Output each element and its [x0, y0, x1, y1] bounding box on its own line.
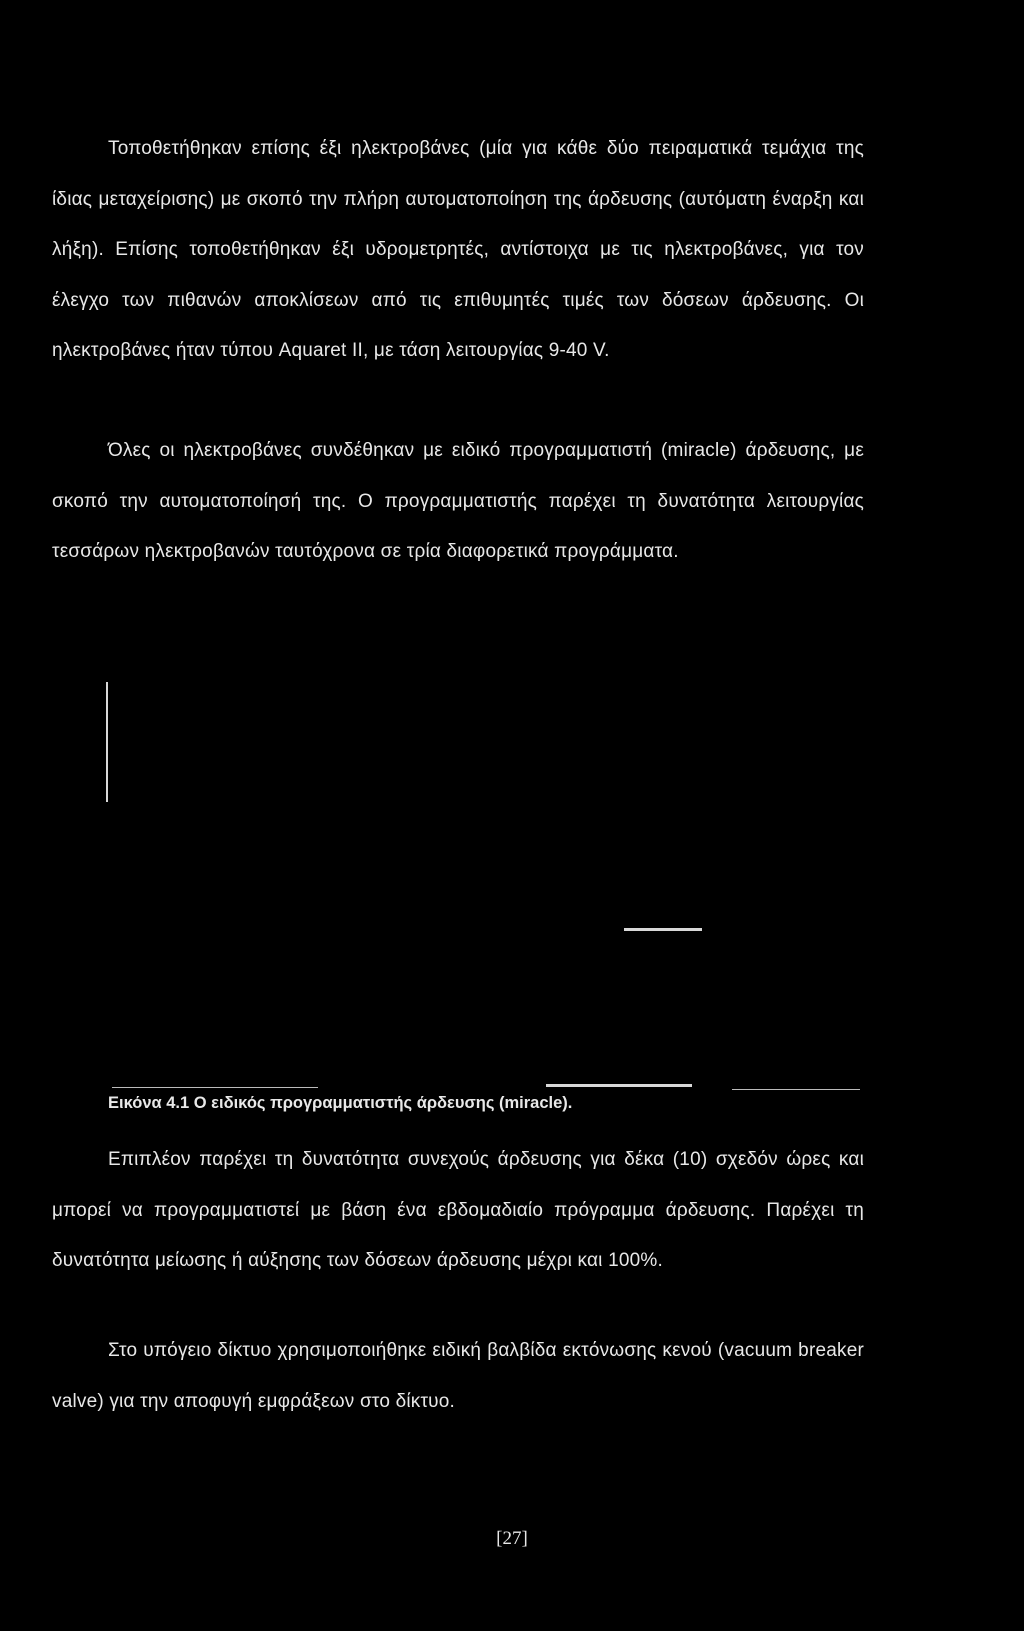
paragraph-solenoid-valves: Τοποθετήθηκαν επίσης έξι ηλεκτροβάνες (μία για κάθε δύο πειραματικά τεμάχια της ίδιας μεταχείρισης) με σκοπό την πλήρη αυτοματοποίηση της άρδευσης (αυτόματη έναρξη και λήξη). Επίσης τοποθετήθηκαν έξι υδρομετρητές, αντίστοιχα με τις ηλεκτροβάνες, για τον έλεγχο των πιθανών αποκλίσεων από τις επιθυμητές τιμές των δόσεων άρδευσης. Οι ηλεκτροβάνες ήταν τύπου Aquaret II, με τάση λειτουργίας 9-40 V. [52, 138, 864, 361]
paragraph-controller: Όλες οι ηλεκτροβάνες συνδέθηκαν με ειδικό προγραμματιστή (miracle) άρδευσης, με σκοπό την αυτοματοποίησή της. Ο προγραμματιστής παρέχει τη δυνατότητα λειτουργίας τεσσάρων ηλεκτροβανών ταυτόχρονα σε τρία διαφορετικά προγράμματα. [52, 440, 864, 562]
paragraph-continuous-irrigation: Επιπλέον παρέχει τη δυνατότητα συνεχούς άρδευσης για δέκα (10) σχεδόν ώρες και μπορεί να προγραμματιστεί με βάση ένα εβδομαδιαίο πρόγραμμα άρδευσης. Παρέχει τη δυνατότητα μείωσης ή αύξησης των δόσεων άρδευσης μέχρι και 100%. [52, 1149, 864, 1271]
figure-artifact-line [106, 682, 108, 802]
paragraph-vacuum-valve: Στο υπόγειο δίκτυο χρησιμοποιήθηκε ειδική βαλβίδα εκτόνωσης κενού (vacuum breaker valve) για την αποφυγή εμφράξεων στο δίκτυο. [52, 1340, 864, 1412]
page-number: [27] [496, 1528, 528, 1549]
figure-caption: Εικόνα 4.1 Ο ειδικός προγραμματιστής άρδευσης (miracle). [108, 1094, 573, 1112]
figure-artifact-line [112, 1087, 318, 1088]
figure-artifact-line [624, 928, 702, 931]
figure-artifact-line [546, 1084, 692, 1087]
figure-controller-image [52, 670, 864, 1110]
figure-artifact-line [732, 1089, 860, 1090]
